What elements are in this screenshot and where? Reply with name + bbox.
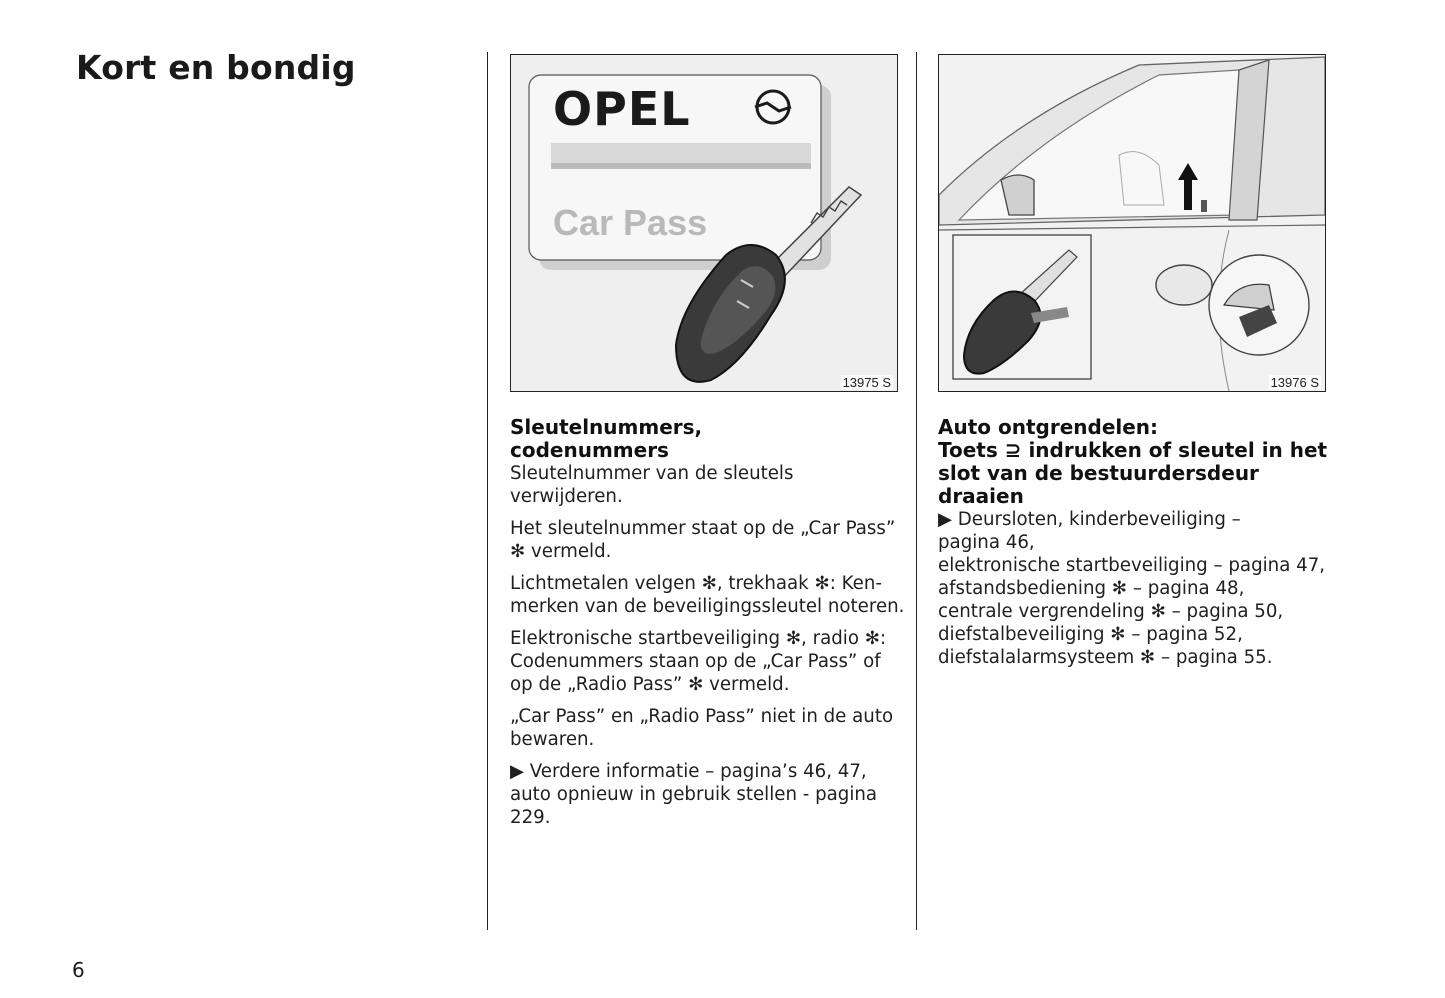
middle-column xyxy=(510,416,905,838)
section-heading: Sleutelnummers, codenummers xyxy=(510,415,703,462)
car-pass-figure xyxy=(510,54,898,392)
right-column xyxy=(938,416,1338,669)
figure-code: 13975 S xyxy=(842,375,891,390)
paragraph: „Car Pass” en „Radio Pass” niet in de auto bewaren. xyxy=(510,706,894,750)
page-title: Kort en bondig xyxy=(76,48,356,87)
column-divider-right xyxy=(916,52,917,930)
paragraph: Het sleutelnummer staat op de „Car Pass” ✻ vermeld. xyxy=(510,518,896,562)
section-heading: Auto ontgrendelen: Toets ⊇ indrukken of sleutel in het slot van de bestuurdersdeur draaien xyxy=(938,415,1328,508)
brand-name: OPEL xyxy=(553,82,691,136)
reference-paragraph: ▶ Verdere informatie – pagina’s 46, 47, auto opnieuw in gebruik stellen - pagina 229. xyxy=(510,761,878,828)
paragraph: Elektronische startbeveiliging ✻, radio ✻: Codenummers staan op de „Car Pass” of op de „Radio Pass” ✻ vermeld. xyxy=(510,628,887,695)
figure-code: 13976 S xyxy=(1270,375,1319,390)
paragraph: Sleutelnummer van de sleutels verwijderen. xyxy=(510,463,794,507)
page-number: 6 xyxy=(72,958,85,982)
reference-list: ▶ Deursloten, kinderbeveiliging – pagina 46, elektronische startbeveiliging – pagina 47, afstandsbediening ✻ – pagina 48, centrale vergrendeling ✻ – pagina 50, diefstalbeveiliging ✻ – pagina 52, diefstalalarmsysteem ✻ – pagina 55. xyxy=(938,509,1326,668)
paragraph: Lichtmetalen velgen ✻, trekhaak ✻: Ken- merken van de beveiligingssleutel noteren. xyxy=(510,573,905,617)
door-unlock-figure xyxy=(938,54,1326,392)
key-inset-icon xyxy=(953,235,1091,379)
car-pass-illustration xyxy=(511,55,897,391)
opel-logo-icon xyxy=(755,91,791,123)
card-text: Car Pass xyxy=(553,202,708,243)
column-divider-left xyxy=(487,52,488,930)
door-illustration xyxy=(939,55,1325,391)
